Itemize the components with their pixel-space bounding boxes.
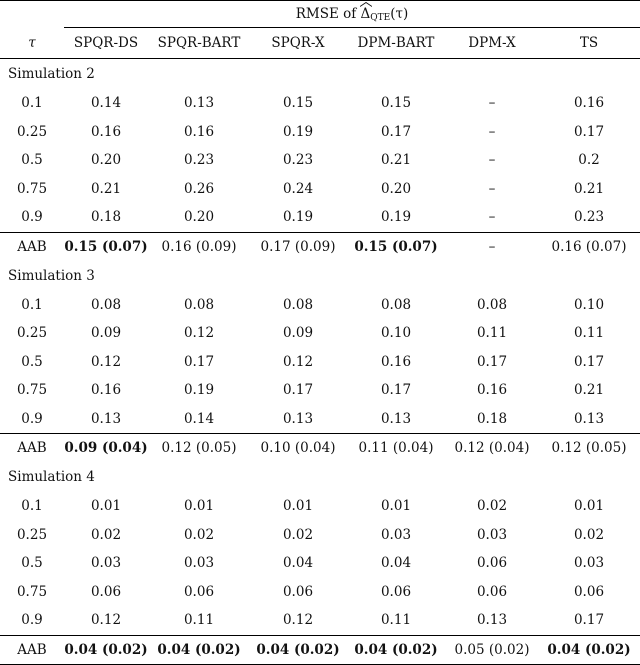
header-row-columns: [0, 28, 640, 59]
aab-label: AAB: [0, 434, 64, 463]
value-cell: 0.18: [90, 209, 122, 226]
value-cell: 0.04: [380, 555, 412, 572]
column-header-spqr-ds: SPQR-DS: [64, 28, 148, 59]
value-cell: 0.16: [90, 123, 122, 140]
span-arg: (τ): [390, 5, 409, 22]
value-cell: 0.01: [183, 498, 215, 515]
value-cell: –: [488, 152, 496, 169]
section-row: [0, 462, 640, 492]
value-cell: 0.10: [380, 325, 412, 342]
value-cell: 0.16: [380, 353, 412, 370]
value-cell: 0.06: [380, 583, 412, 600]
aab-value-cell: 0.17 (0.09): [250, 232, 346, 261]
column-header-ts: TS: [538, 28, 640, 59]
tau-cell: 0.9: [21, 410, 43, 427]
value-cell: 0.11: [183, 612, 215, 629]
tau-cell: 0.5: [21, 152, 43, 169]
value-cell: 0.14: [90, 95, 122, 112]
value-cell: 0.15: [282, 95, 314, 112]
value-cell: 0.03: [573, 555, 605, 572]
value-cell: 0.13: [573, 410, 605, 427]
value-cell: 0.16: [476, 382, 508, 399]
aab-value-cell: 0.04 (0.02): [538, 635, 640, 664]
table-row: [0, 549, 640, 578]
value-cell: 0.11: [573, 325, 605, 342]
value-cell: 0.19: [183, 382, 215, 399]
aab-value-cell: 0.10 (0.04): [250, 434, 346, 463]
value-cell: 0.12: [183, 325, 215, 342]
table-row: [0, 203, 640, 232]
aab-value-cell: 0.04 (0.02): [346, 635, 446, 664]
span-sub: QTE: [370, 12, 391, 23]
value-cell: –: [488, 180, 496, 197]
tau-cell: 0.1: [21, 296, 43, 313]
value-cell: 0.21: [573, 180, 605, 197]
aab-row: [0, 232, 640, 261]
aab-value-cell: 0.04 (0.02): [250, 635, 346, 664]
tau-cell: 0.1: [21, 498, 43, 515]
value-cell: 0.02: [90, 526, 122, 543]
table-row: [0, 521, 640, 550]
value-cell: 0.17: [282, 382, 314, 399]
column-header-spqr-bart: SPQR-BART: [148, 28, 250, 59]
aab-value-cell: 0.12 (0.05): [538, 434, 640, 463]
value-cell: 0.03: [380, 526, 412, 543]
value-cell: 0.21: [90, 180, 122, 197]
value-cell: 0.17: [183, 353, 215, 370]
value-cell: 0.20: [90, 152, 122, 169]
section-title: Simulation 3: [8, 267, 95, 284]
tau-cell: 0.9: [21, 612, 43, 629]
aab-value-cell: 0.12 (0.04): [446, 434, 538, 463]
tau-cell: 0.75: [16, 382, 48, 399]
value-cell: 0.17: [573, 123, 605, 140]
rmse-span-header: [64, 1, 640, 28]
value-cell: 0.13: [282, 410, 314, 427]
section-title: Simulation 2: [8, 66, 95, 82]
table-row: [0, 319, 640, 348]
span-label-prefix: RMSE of: [295, 5, 361, 22]
aab-label: AAB: [0, 635, 64, 664]
span-symbol: Δ: [361, 6, 371, 22]
aab-value-cell: 0.16 (0.09): [148, 232, 250, 261]
value-cell: 0.06: [90, 583, 122, 600]
value-cell: 0.19: [282, 123, 314, 140]
value-cell: 0.06: [476, 555, 508, 572]
table-row: [0, 175, 640, 204]
value-cell: –: [488, 209, 496, 226]
value-cell: 0.23: [282, 152, 314, 169]
aab-value-cell: 0.09 (0.04): [64, 434, 148, 463]
value-cell: 0.17: [573, 612, 605, 629]
value-cell: 0.02: [282, 526, 314, 543]
value-cell: 0.02: [183, 526, 215, 543]
hat-accent-icon: [360, 2, 372, 7]
aab-value-cell: –: [446, 232, 538, 261]
value-cell: 0.11: [476, 325, 508, 342]
section-title: Simulation 4: [8, 469, 95, 485]
aab-value-cell: 0.16 (0.07): [538, 232, 640, 261]
table-row: [0, 348, 640, 377]
table-body: [0, 1, 640, 665]
value-cell: –: [488, 95, 496, 112]
value-cell: 0.17: [476, 353, 508, 370]
value-cell: 0.17: [573, 353, 605, 370]
tau-cell: 0.5: [21, 353, 43, 370]
value-cell: 0.19: [282, 209, 314, 226]
section-row: [0, 59, 640, 90]
table-row: [0, 118, 640, 147]
value-cell: 0.24: [282, 180, 314, 197]
aab-value-cell: 0.15 (0.07): [64, 232, 148, 261]
value-cell: 0.01: [573, 498, 605, 515]
value-cell: 0.14: [183, 410, 215, 427]
value-cell: 0.16: [90, 382, 122, 399]
tau-cell: 0.25: [16, 123, 48, 140]
tau-cell: 0.25: [16, 325, 48, 342]
value-cell: –: [488, 123, 496, 140]
value-cell: 0.13: [380, 410, 412, 427]
tau-cell: 0.9: [21, 209, 43, 226]
table-row: [0, 492, 640, 521]
aab-value-cell: 0.04 (0.02): [148, 635, 250, 664]
value-cell: 0.23: [573, 209, 605, 226]
value-cell: 0.21: [573, 382, 605, 399]
table-row: [0, 376, 640, 405]
value-cell: 0.02: [476, 498, 508, 515]
value-cell: 0.17: [380, 123, 412, 140]
value-cell: 0.02: [573, 526, 605, 543]
value-cell: 0.10: [573, 296, 605, 313]
value-cell: 0.13: [183, 95, 215, 112]
aab-value-cell: 0.05 (0.02): [446, 635, 538, 664]
tau-cell: 0.75: [16, 180, 48, 197]
value-cell: 0.18: [476, 410, 508, 427]
value-cell: 0.09: [282, 325, 314, 342]
column-header-dpm-bart: DPM-BART: [346, 28, 446, 59]
aab-value-cell: 0.12 (0.05): [148, 434, 250, 463]
value-cell: 0.15: [380, 95, 412, 112]
value-cell: 0.08: [282, 296, 314, 313]
value-cell: 0.08: [183, 296, 215, 313]
aab-row: [0, 434, 640, 463]
value-cell: 0.26: [183, 180, 215, 197]
value-cell: 0.08: [380, 296, 412, 313]
value-cell: 0.06: [476, 583, 508, 600]
column-header-dpm-x: DPM-X: [446, 28, 538, 59]
table-row: [0, 606, 640, 635]
value-cell: 0.13: [476, 612, 508, 629]
tau-cell: 0.1: [21, 95, 43, 112]
aab-value-cell: 0.11 (0.04): [346, 434, 446, 463]
value-cell: 0.01: [90, 498, 122, 515]
table-row: [0, 89, 640, 118]
table-row: [0, 146, 640, 175]
value-cell: 0.16: [183, 123, 215, 140]
value-cell: 0.04: [282, 555, 314, 572]
table-row: [0, 291, 640, 320]
aab-value-cell: 0.15 (0.07): [346, 232, 446, 261]
value-cell: 0.12: [90, 612, 122, 629]
value-cell: 0.20: [380, 180, 412, 197]
value-cell: 0.12: [90, 353, 122, 370]
value-cell: 0.06: [183, 583, 215, 600]
value-cell: 0.12: [282, 612, 314, 629]
value-cell: 0.06: [282, 583, 314, 600]
table-row: [0, 405, 640, 434]
tau-header: τ: [0, 28, 64, 59]
tau-cell: 0.5: [21, 555, 43, 572]
aab-label: AAB: [0, 232, 64, 261]
value-cell: 0.08: [476, 296, 508, 313]
aab-row: [0, 635, 640, 664]
tau-cell: 0.25: [16, 526, 48, 543]
value-cell: 0.08: [90, 296, 122, 313]
value-cell: 0.17: [380, 382, 412, 399]
table-row: [0, 578, 640, 607]
value-cell: 0.23: [183, 152, 215, 169]
value-cell: 0.20: [183, 209, 215, 226]
value-cell: 0.03: [183, 555, 215, 572]
value-cell: 0.03: [90, 555, 122, 572]
value-cell: 0.01: [282, 498, 314, 515]
value-cell: 0.11: [380, 612, 412, 629]
value-cell: 0.16: [573, 95, 605, 112]
value-cell: 0.01: [380, 498, 412, 515]
value-cell: 0.19: [380, 209, 412, 226]
value-cell: 0.06: [573, 583, 605, 600]
column-header-spqr-x: SPQR-X: [250, 28, 346, 59]
value-cell: 0.21: [380, 152, 412, 169]
section-row: [0, 261, 640, 291]
value-cell: 0.2: [578, 152, 600, 169]
value-cell: 0.12: [282, 353, 314, 370]
value-cell: 0.03: [476, 526, 508, 543]
aab-value-cell: 0.04 (0.02): [64, 635, 148, 664]
tau-cell: 0.75: [16, 583, 48, 600]
value-cell: 0.09: [90, 325, 122, 342]
value-cell: 0.13: [90, 410, 122, 427]
header-row-span: [0, 1, 640, 28]
